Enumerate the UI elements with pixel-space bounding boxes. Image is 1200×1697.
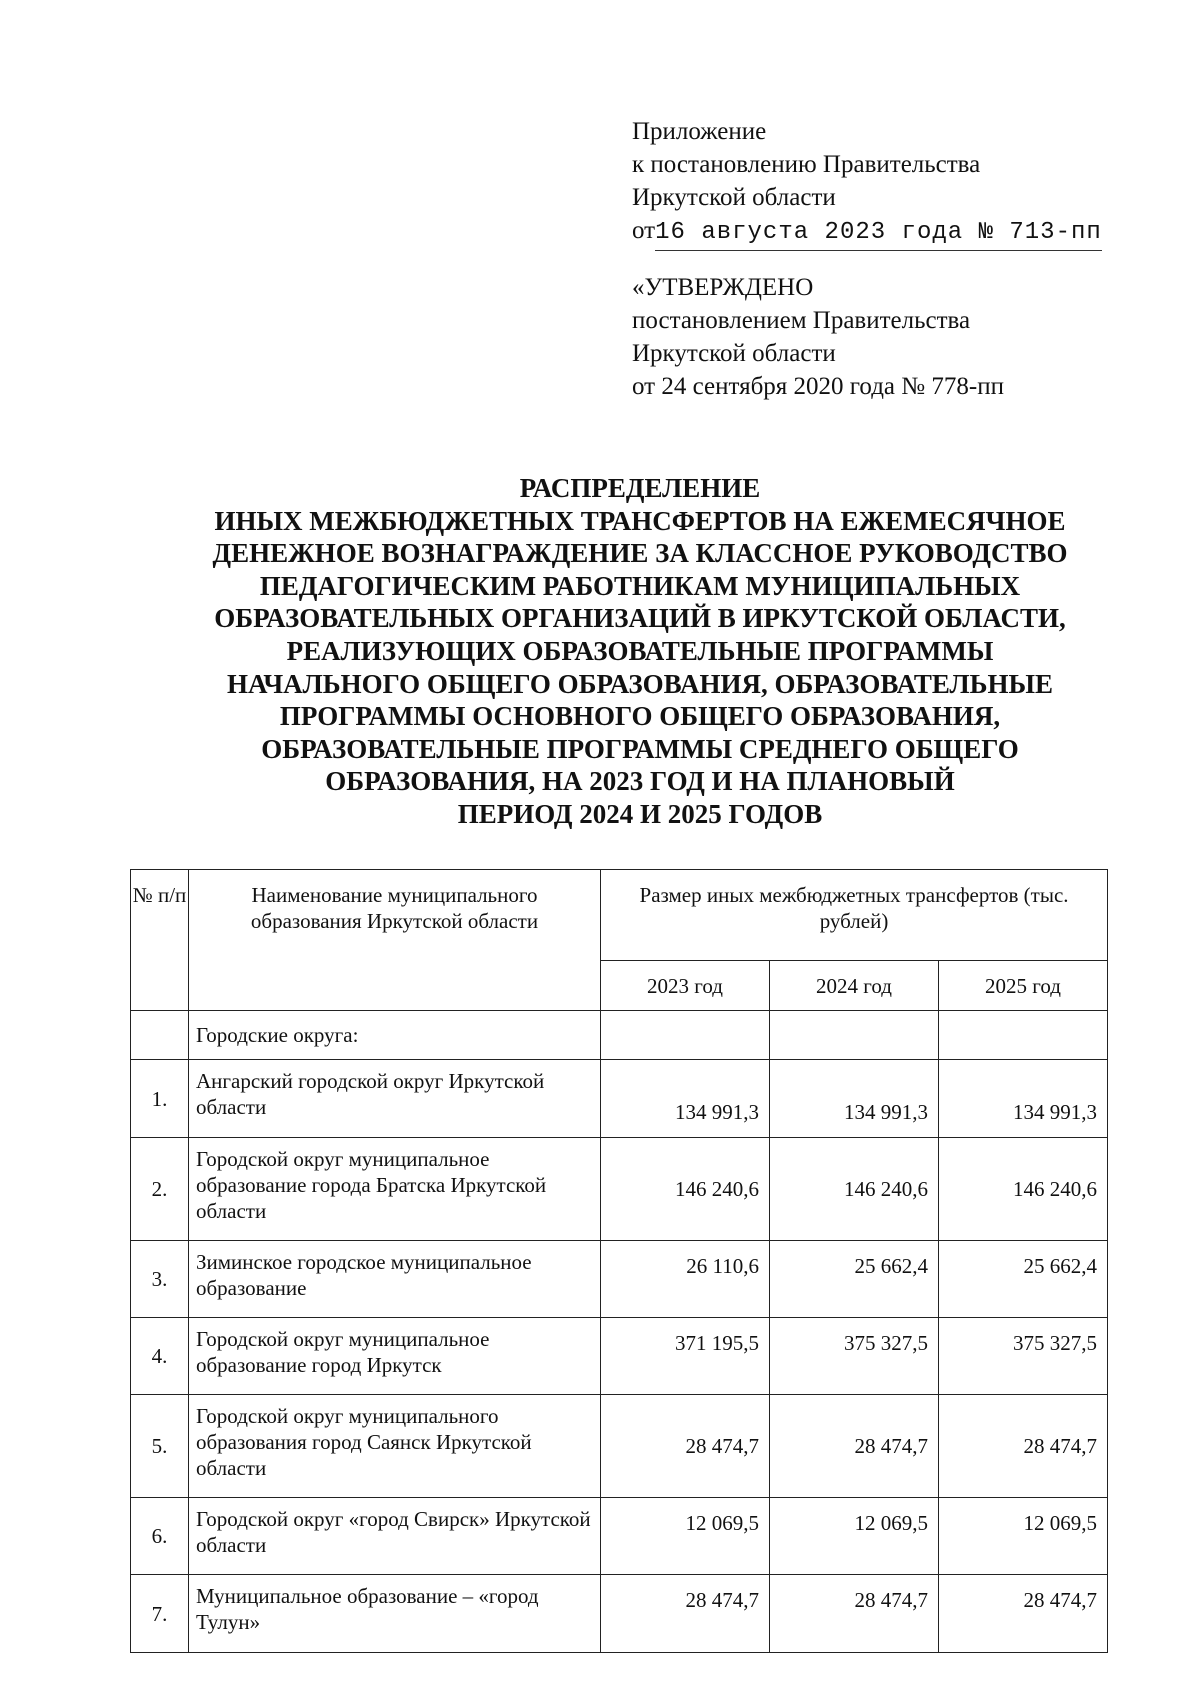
row-municipality: Муниципальное образование – «город Тулун» bbox=[189, 1575, 601, 1653]
row-value-2024: 28 474,7 bbox=[770, 1395, 939, 1498]
row-value-2024: 12 069,5 bbox=[770, 1498, 939, 1575]
title-line: ОБРАЗОВАНИЯ, НА 2023 ГОД И НА ПЛАНОВЫЙ bbox=[325, 766, 955, 797]
approved-line: от 24 сентября 2020 года № 778-пп bbox=[632, 373, 1004, 400]
table-row bbox=[131, 1318, 1108, 1395]
row-value-2024: 134 991,3 bbox=[770, 1060, 939, 1138]
table-row bbox=[131, 1241, 1108, 1318]
header-amount: Размер иных межбюджетных трансфертов (тыс. рублей) bbox=[601, 870, 1108, 961]
appendix-date-line bbox=[632, 214, 1102, 251]
row-value-2025: 134 991,3 bbox=[939, 1060, 1108, 1138]
row-municipality: Городской округ «город Свирск» Иркутской области bbox=[189, 1498, 601, 1575]
row-municipality: Городской округ муниципальное образование города Братска Иркутской области bbox=[189, 1138, 601, 1241]
approved-line: Иркутской области bbox=[632, 340, 836, 367]
table-header-row bbox=[131, 870, 1108, 961]
section-row bbox=[131, 1011, 1108, 1060]
row-number: 7. bbox=[131, 1575, 189, 1653]
row-number: 4. bbox=[131, 1318, 189, 1395]
appendix-line: Иркутской области bbox=[632, 184, 836, 211]
title-line: РАСПРЕДЕЛЕНИЕ bbox=[519, 473, 761, 503]
table-row bbox=[131, 1060, 1108, 1138]
table-row bbox=[131, 1498, 1108, 1575]
header-municipality: Наименование муниципального образования Иркутской области bbox=[189, 870, 601, 1011]
date-filled-field bbox=[655, 214, 1102, 251]
header-number: № п/п bbox=[131, 870, 189, 1011]
row-number: 3. bbox=[131, 1241, 189, 1318]
row-value-2023: 26 110,6 bbox=[601, 1241, 770, 1318]
row-value-2025: 28 474,7 bbox=[939, 1575, 1108, 1653]
row-value-2024: 146 240,6 bbox=[770, 1138, 939, 1241]
row-value-2023: 28 474,7 bbox=[601, 1395, 770, 1498]
section-label: Городские округа: bbox=[189, 1011, 601, 1060]
table-row bbox=[131, 1395, 1108, 1498]
approved-line: «УТВЕРЖДЕНО bbox=[632, 274, 814, 301]
title-line: ПЕДАГОГИЧЕСКИМ РАБОТНИКАМ МУНИЦИПАЛЬНЫХ bbox=[259, 570, 1021, 601]
title-line: ИНЫХ МЕЖБЮДЖЕТНЫХ ТРАНСФЕРТОВ НА ЕЖЕМЕСЯЧНОЕ bbox=[214, 505, 1066, 536]
row-number: 2. bbox=[131, 1138, 189, 1241]
row-value-2024: 25 662,4 bbox=[770, 1241, 939, 1318]
title-line: НАЧАЛЬНОГО ОБЩЕГО ОБРАЗОВАНИЯ, ОБРАЗОВАТЕЛЬНЫЕ bbox=[226, 668, 1054, 699]
approved-line: постановлением Правительства bbox=[632, 307, 971, 334]
date-prefix: от bbox=[632, 217, 656, 244]
row-number: 5. bbox=[131, 1395, 189, 1498]
table-row bbox=[131, 1138, 1108, 1241]
title-line: ОБРАЗОВАТЕЛЬНЫХ ОРГАНИЗАЦИЙ В ИРКУТСКОЙ ОБЛАСТИ, bbox=[214, 603, 1066, 634]
date-filled-value: 16 августа 2023 года № 713-пп bbox=[655, 219, 1102, 246]
title-line: ДЕНЕЖНОЕ ВОЗНАГРАЖДЕНИЕ ЗА КЛАССНОЕ РУКОВОДСТВО bbox=[212, 538, 1068, 569]
title-line: ПЕРИОД 2024 И 2025 ГОДОВ bbox=[457, 798, 823, 829]
title-line: ОБРАЗОВАТЕЛЬНЫЕ ПРОГРАММЫ СРЕДНЕГО ОБЩЕГО bbox=[261, 733, 1019, 764]
row-value-2025: 146 240,6 bbox=[939, 1138, 1108, 1241]
header-year-2024: 2024 год bbox=[770, 961, 939, 1011]
row-value-2023: 146 240,6 bbox=[601, 1138, 770, 1241]
row-value-2024: 28 474,7 bbox=[770, 1575, 939, 1653]
document-title bbox=[170, 472, 1110, 831]
row-value-2025: 28 474,7 bbox=[939, 1395, 1108, 1498]
row-number: 1. bbox=[131, 1060, 189, 1138]
approved-block bbox=[632, 271, 1004, 403]
title-line: ПРОГРАММЫ ОСНОВНОГО ОБЩЕГО ОБРАЗОВАНИЯ, bbox=[279, 701, 1001, 732]
header-year-2023: 2023 год bbox=[601, 961, 770, 1011]
row-number: 6. bbox=[131, 1498, 189, 1575]
row-value-2025: 375 327,5 bbox=[939, 1318, 1108, 1395]
row-municipality: Ангарский городской округ Иркутской области bbox=[189, 1060, 601, 1138]
row-value-2023: 28 474,7 bbox=[601, 1575, 770, 1653]
section-empty-cell bbox=[939, 1011, 1108, 1060]
header-year-2025: 2025 год bbox=[939, 961, 1108, 1011]
section-empty-cell bbox=[601, 1011, 770, 1060]
row-municipality: Городской округ муниципального образования город Саянск Иркутской области bbox=[189, 1395, 601, 1498]
row-value-2025: 12 069,5 bbox=[939, 1498, 1108, 1575]
row-value-2025: 25 662,4 bbox=[939, 1241, 1108, 1318]
row-municipality: Городской округ муниципальное образование город Иркутск bbox=[189, 1318, 601, 1395]
row-value-2023: 134 991,3 bbox=[601, 1060, 770, 1138]
section-empty-cell bbox=[770, 1011, 939, 1060]
distribution-table bbox=[130, 869, 1108, 1653]
row-value-2023: 371 195,5 bbox=[601, 1318, 770, 1395]
row-value-2024: 375 327,5 bbox=[770, 1318, 939, 1395]
appendix-block bbox=[632, 115, 1102, 251]
title-line: РЕАЛИЗУЮЩИХ ОБРАЗОВАТЕЛЬНЫЕ ПРОГРАММЫ bbox=[286, 635, 994, 666]
row-value-2023: 12 069,5 bbox=[601, 1498, 770, 1575]
section-num-cell bbox=[131, 1011, 189, 1060]
table-row bbox=[131, 1575, 1108, 1653]
appendix-line: к постановлению Правительства bbox=[632, 151, 981, 178]
row-municipality: Зиминское городское муниципальное образование bbox=[189, 1241, 601, 1318]
appendix-line: Приложение bbox=[632, 118, 767, 145]
